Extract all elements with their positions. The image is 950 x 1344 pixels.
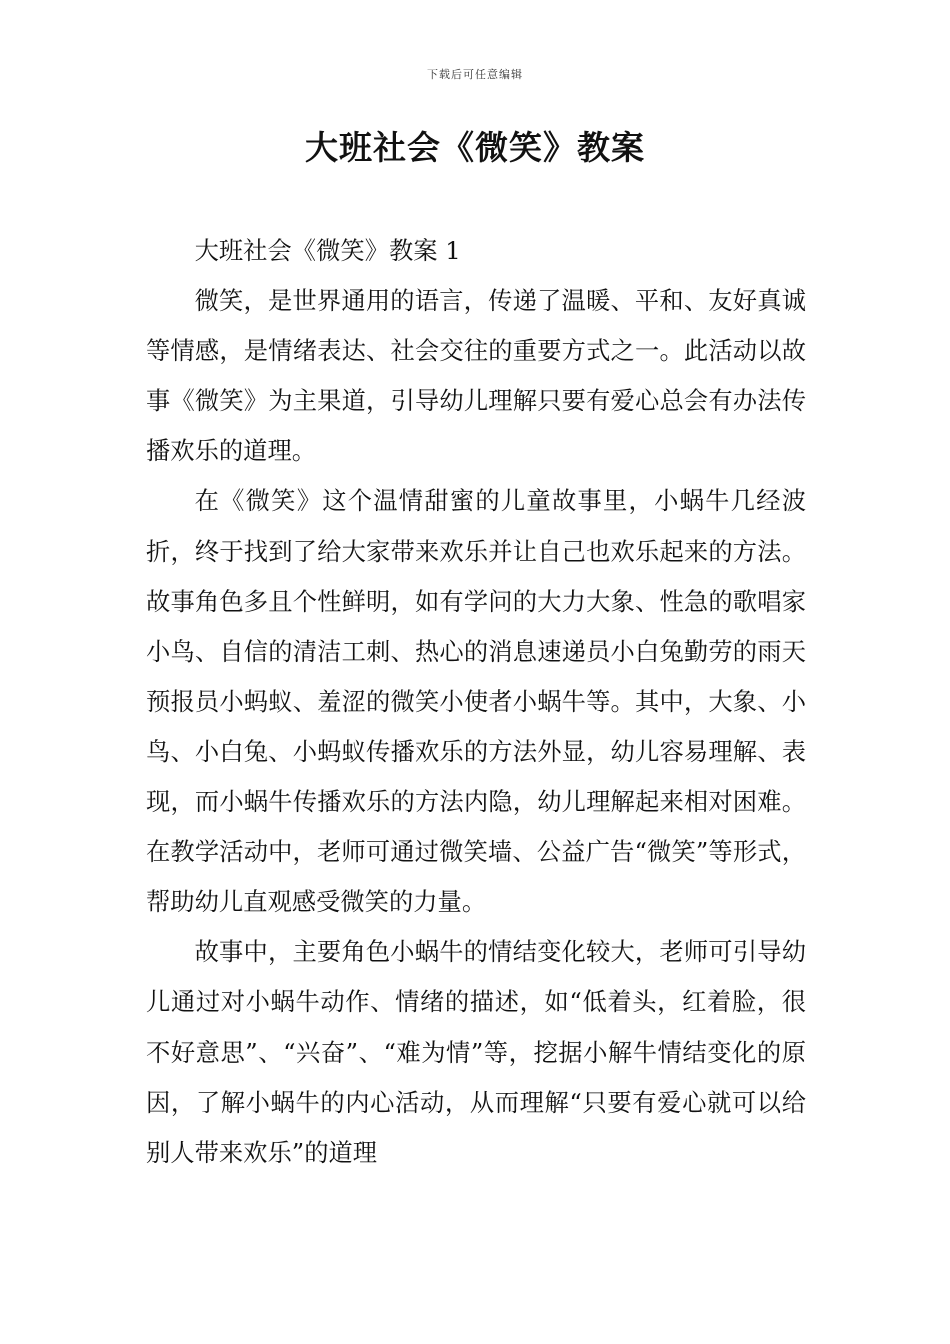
paragraph-intro: 微笑，是世界通用的语言，传递了温暖、平和、友好真诚等情感，是情绪表达、社会交往的重要方式之一。此活动以故事《微笑》为主果道，引导幼儿理解只要有爱心总会有办法传播欢乐的道理。 — [146, 286, 806, 466]
paragraph-story-analysis: 在《微笑》这个温情甜蜜的儿童故事里，小蜗牛几经波折，终于找到了给大家带来欢乐并让自己也欢乐起来的方法。故事角色多且个性鲜明，如有学问的大力大象、性急的歌唱家小鸟、自信的清洁工刺、热心的消息速递员小白兔勤劳的雨天预报员小蚂蚁、羞涩的微笑小使者小蜗牛等。其中，大象、小鸟、小白兔、小蚂蚁传播欢乐的方法外显，幼儿容易理解、表现，而小蜗牛传播欢乐的方法内隐，幼儿理解起来相对困难。在教学活动中，老师可通过微笑墙、公益广告“微笑”等形式，帮助幼儿直观感受微笑的力量。 — [146, 486, 806, 917]
document-body — [146, 226, 806, 1178]
header-note: 下载后可任意编辑 — [427, 68, 523, 81]
document-title: 大班社会《微笑》教案 — [305, 128, 645, 167]
paragraph-character-emotion: 故事中，主要角色小蜗牛的情结变化较大，老师可引导幼儿通过对小蜗牛动作、情绪的描述，如“低着头，红着脸，很不好意思”、“兴奋”、“难为情”等，挖据小解牛情结变化的原因，了解小蜗牛的内心活动，从而理解“只要有爱心就可以给别人带来欢乐”的道理 — [146, 937, 806, 1167]
section-heading: 大班社会《微笑》教案 1 — [194, 236, 461, 265]
